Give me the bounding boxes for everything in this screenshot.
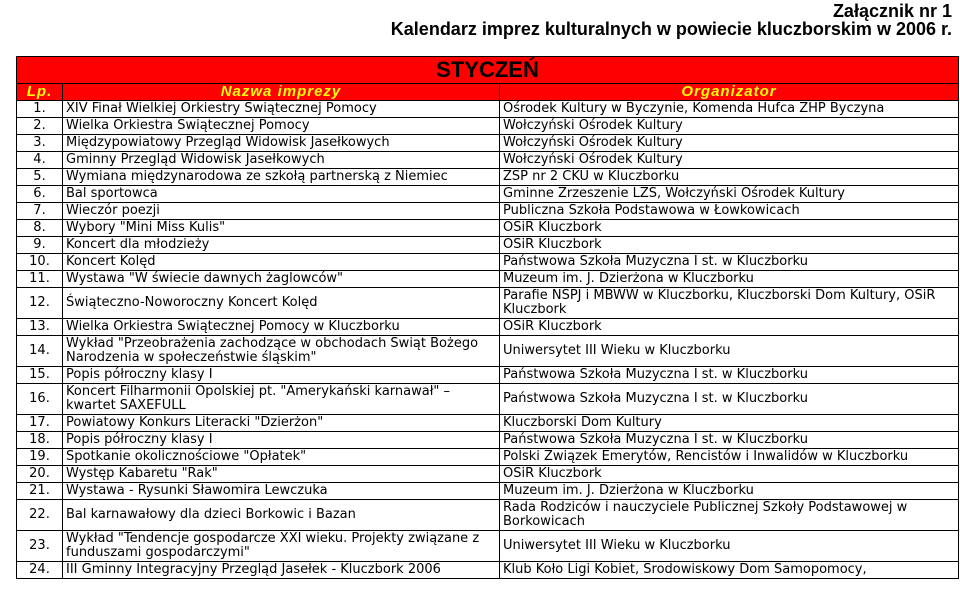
table-row [17, 531, 959, 562]
cell-event-name: Bal karnawałowy dla dzieci Borkowic i Bazan [63, 500, 500, 531]
cell-lp: 19. [17, 449, 63, 466]
cell-lp: 12. [17, 288, 63, 319]
cell-event-name: Gminny Przegląd Widowisk Jasełkowych [63, 152, 500, 169]
cell-lp: 6. [17, 186, 63, 203]
cell-lp: 11. [17, 271, 63, 288]
cell-organizer: Uniwersytet III Wieku w Kluczborku [500, 336, 959, 367]
cell-event-name: Koncert dla młodzieży [63, 237, 500, 254]
cell-lp: 24. [17, 562, 63, 579]
table-row [17, 237, 959, 254]
cell-event-name: Występ Kabaretu "Rak" [63, 466, 500, 483]
cell-lp: 9. [17, 237, 63, 254]
cell-organizer: Gminne Zrzeszenie LZS, Wołczyński Ośrodek Kultury [500, 186, 959, 203]
cell-event-name: Koncert Filharmonii Opolskiej pt. "Amerykański karnawał" – kwartet SAXEFULL [63, 384, 500, 415]
cell-lp: 14. [17, 336, 63, 367]
table-row [17, 483, 959, 500]
cell-lp: 22. [17, 500, 63, 531]
cell-organizer: Państwowa Szkoła Muzyczna I st. w Kluczborku [500, 384, 959, 415]
cell-organizer: Uniwersytet III Wieku w Kluczborku [500, 531, 959, 562]
cell-organizer: Państwowa Szkoła Muzyczna I st. w Kluczborku [500, 367, 959, 384]
table-row [17, 466, 959, 483]
table-row [17, 220, 959, 237]
header-row [17, 84, 959, 101]
table-row [17, 186, 959, 203]
table-row [17, 288, 959, 319]
cell-event-name: Powiatowy Konkurs Literacki "Dzierżon" [63, 415, 500, 432]
cell-lp: 13. [17, 319, 63, 336]
column-header-organizer: Organizator [500, 84, 959, 101]
cell-organizer: OSiR Kluczbork [500, 220, 959, 237]
cell-organizer: OSiR Kluczbork [500, 237, 959, 254]
cell-organizer: Klub Koło Ligi Kobiet, Środowiskowy Dom Samopomocy, [500, 562, 959, 579]
cell-event-name: Popis półroczny klasy I [63, 432, 500, 449]
table-row [17, 169, 959, 186]
cell-organizer: Muzeum im. J. Dzierżona w Kluczborku [500, 271, 959, 288]
cell-organizer: Państwowa Szkoła Muzyczna I st. w Kluczborku [500, 254, 959, 271]
cell-lp: 7. [17, 203, 63, 220]
table-row [17, 562, 959, 579]
cell-organizer: OSiR Kluczbork [500, 466, 959, 483]
month-row [17, 57, 959, 84]
table-row [17, 203, 959, 220]
cell-organizer: Rada Rodziców i nauczyciele Publicznej Szkoły Podstawowej w Borkowicach [500, 500, 959, 531]
table-row [17, 118, 959, 135]
cell-event-name: Międzypowiatowy Przegląd Widowisk Jasełkowych [63, 135, 500, 152]
cell-event-name: Spotkanie okolicznościowe "Opłatek" [63, 449, 500, 466]
cell-lp: 3. [17, 135, 63, 152]
cell-lp: 15. [17, 367, 63, 384]
cell-organizer: Ośrodek Kultury w Byczynie, Komenda Hufca ZHP Byczyna [500, 101, 959, 118]
table-row [17, 336, 959, 367]
cell-organizer: Wołczyński Ośrodek Kultury [500, 118, 959, 135]
table-row [17, 319, 959, 336]
table-row [17, 432, 959, 449]
events-table [16, 56, 959, 579]
cell-lp: 1. [17, 101, 63, 118]
cell-event-name: Popis półroczny klasy I [63, 367, 500, 384]
cell-organizer: Parafie NSPJ i MBWW w Kluczborku, Kluczborski Dom Kultury, OSiR Kluczbork [500, 288, 959, 319]
cell-event-name: Wybory "Mini Miss Kulis" [63, 220, 500, 237]
cell-lp: 2. [17, 118, 63, 135]
cell-organizer: Polski Związek Emerytów, Rencistów i Inwalidów w Kluczborku [500, 449, 959, 466]
cell-lp: 5. [17, 169, 63, 186]
cell-lp: 4. [17, 152, 63, 169]
cell-organizer: ZSP nr 2 CKU w Kluczborku [500, 169, 959, 186]
cell-lp: 8. [17, 220, 63, 237]
cell-event-name: Wymiana międzynarodowa ze szkołą partnerską z Niemiec [63, 169, 500, 186]
cell-organizer: Kluczborski Dom Kultury [500, 415, 959, 432]
table-row [17, 415, 959, 432]
table-row [17, 271, 959, 288]
cell-event-name: Wykład "Przeobrażenia zachodzące w obchodach Świąt Bożego Narodzenia w społeczeństwie śląskim" [63, 336, 500, 367]
cell-event-name: Wykład "Tendencje gospodarcze XXI wieku. Projekty związane z funduszami gospodarczymi" [63, 531, 500, 562]
cell-organizer: Państwowa Szkoła Muzyczna I st. w Kluczborku [500, 432, 959, 449]
cell-lp: 16. [17, 384, 63, 415]
column-header-name: Nazwa imprezy [63, 84, 500, 101]
cell-event-name: Świąteczno-Noworoczny Koncert Kolęd [63, 288, 500, 319]
cell-lp: 17. [17, 415, 63, 432]
cell-event-name: Wielka Orkiestra Świątecznej Pomocy [63, 118, 500, 135]
table-row [17, 135, 959, 152]
table-row [17, 449, 959, 466]
annex-label: Załącznik nr 1 [832, 1, 952, 21]
table-row [17, 254, 959, 271]
month-title: STYCZEŃ [17, 57, 959, 84]
column-header-lp: Lp. [17, 84, 63, 101]
table-row [17, 500, 959, 531]
table-row [17, 152, 959, 169]
cell-organizer: Wołczyński Ośrodek Kultury [500, 152, 959, 169]
cell-lp: 10. [17, 254, 63, 271]
cell-event-name: Wielka Orkiestra Świątecznej Pomocy w Kluczborku [63, 319, 500, 336]
document-title: Kalendarz imprez kulturalnych w powiecie kluczborskim w 2006 r. [390, 19, 952, 39]
cell-event-name: Koncert Kolęd [63, 254, 500, 271]
cell-organizer: OSiR Kluczbork [500, 319, 959, 336]
cell-lp: 18. [17, 432, 63, 449]
cell-organizer: Publiczna Szkoła Podstawowa w Łowkowicach [500, 203, 959, 220]
table-row [17, 101, 959, 118]
cell-organizer: Wołczyński Ośrodek Kultury [500, 135, 959, 152]
cell-event-name: XIV Finał Wielkiej Orkiestry Świątecznej Pomocy [63, 101, 500, 118]
cell-event-name: Bal sportowca [63, 186, 500, 203]
cell-lp: 20. [17, 466, 63, 483]
cell-event-name: Wystawa "W świecie dawnych żaglowców" [63, 271, 500, 288]
table-row [17, 367, 959, 384]
cell-event-name: III Gminny Integracyjny Przegląd Jasełek - Kluczbork 2006 [63, 562, 500, 579]
cell-lp: 23. [17, 531, 63, 562]
table-row [17, 384, 959, 415]
cell-organizer: Muzeum im. J. Dzierżona w Kluczborku [500, 483, 959, 500]
cell-event-name: Wieczór poezji [63, 203, 500, 220]
cell-lp: 21. [17, 483, 63, 500]
cell-event-name: Wystawa - Rysunki Sławomira Lewczuka [63, 483, 500, 500]
